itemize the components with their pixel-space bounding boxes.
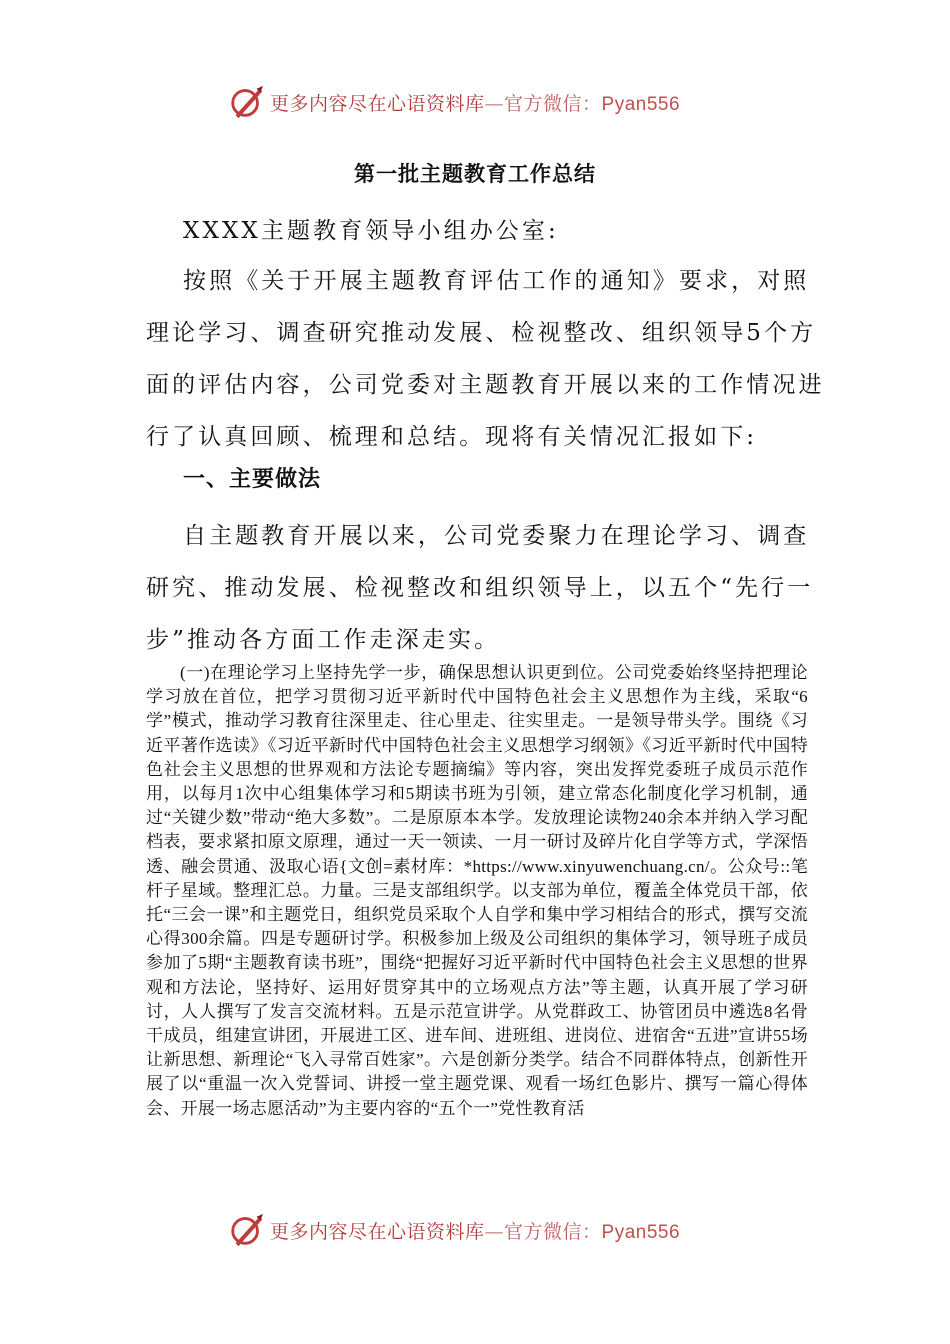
header-banner	[228, 80, 728, 124]
banner-text	[270, 89, 680, 116]
banner-brand: 更多内容尽在心语资料库	[270, 1220, 485, 1243]
addressee-line: XXXX主题教育领导小组办公室:	[183, 218, 559, 244]
banner-wechat-id: Pyan556	[601, 1221, 681, 1243]
banner-label: 官方微信：	[504, 1220, 602, 1243]
banner-separator: —	[484, 92, 505, 115]
document-title: 第一批主题教育工作总结	[354, 162, 596, 186]
banner-text	[270, 1217, 680, 1244]
section-heading: 一、主要做法	[183, 467, 322, 492]
banner-separator: —	[484, 1220, 505, 1243]
pen-logo-icon	[228, 83, 266, 121]
intro-paragraph: 按照《关于开展主题教育评估工作的通知》要求，对照理论学习、调查研究推动发展、检视整改、组织领导5个方面的评估内容，公司党委对主题教育开展以来的工作情况进行了认真回顾、梳理和总结。现将有关情况汇报如下:	[146, 268, 825, 450]
subsection-paragraph: (一)在理论学习上坚持先学一步，确保思想认识更到位。公司党委始终坚持把理论学习放在首位，把学习贯彻习近平新时代中国特色社会主义思想作为主线，采取“6学”模式，推动学习教育往深里走、往心里走、往实里走。一是领导带头学。围绕《习近平著作选读》《习近平新时代中国特色社会主义思想学习纲领》《习近平新时代中国特色社会主义思想的世界观和方法论专题摘编》等内容，突出发挥党委班子成员示范作用，以每月1次中心组集体学习和5期读书班为引领，建立常态化制度化学习机制，通过“关键少数”带动“绝大多数”。二是原原本本学。发放理论读物240余本并纳入学习配档表，要求紧扣原文原理，通过一天一领读、一月一研讨及碎片化自学等方式，学深悟透、融会贯通、汲取心语{文创=素材库：*https://www.xinyuwenchuang.cn/。公众号::笔杆子星域。整理汇总。力量。三是支部组织学。以支部为单位，覆盖全体党员干部，依托“三会一课”和主题党日，组织党员采取个人自学和集中学习相结合的形式，撰写交流心得300余篇。四是专题研讨学。积极参加上级及公司组织的集体学习，领导班子成员参加了5期“主题教育读书班”，围绕“把握好习近平新时代中国特色社会主义思想的世界观和方法论，坚持好、运用好贯穿其中的立场观点方法”等主题，认真开展了学习研讨，人人撰写了发言交流材料。五是示范宣讲学。从党群政工、协管团员中遴选8名骨干成员，组建宣讲团，开展进工区、进车间、进班组、进岗位、进宿舍“五进”宣讲55场让新思想、新理论“飞入寻常百姓家”。六是创新分类学。结合不同群体特点，创新性开展了以“重温一次入党誓词、讲授一堂主题党课、观看一场红色影片、撰写一篇心得体会、开展一场志愿活动”为主要内容的“五个一”党性教育活	[146, 663, 808, 1118]
footer-banner	[228, 1208, 728, 1252]
pen-logo-icon	[228, 1211, 266, 1249]
banner-brand: 更多内容尽在心语资料库	[270, 92, 485, 115]
banner-label: 官方微信：	[504, 92, 602, 115]
section-intro-paragraph: 自主题教育开展以来，公司党委聚力在理论学习、调查研究、推动发展、检视整改和组织领导上，以五个“先行一步”推动各方面工作走深走实。	[146, 523, 814, 653]
banner-wechat-id: Pyan556	[601, 93, 681, 115]
